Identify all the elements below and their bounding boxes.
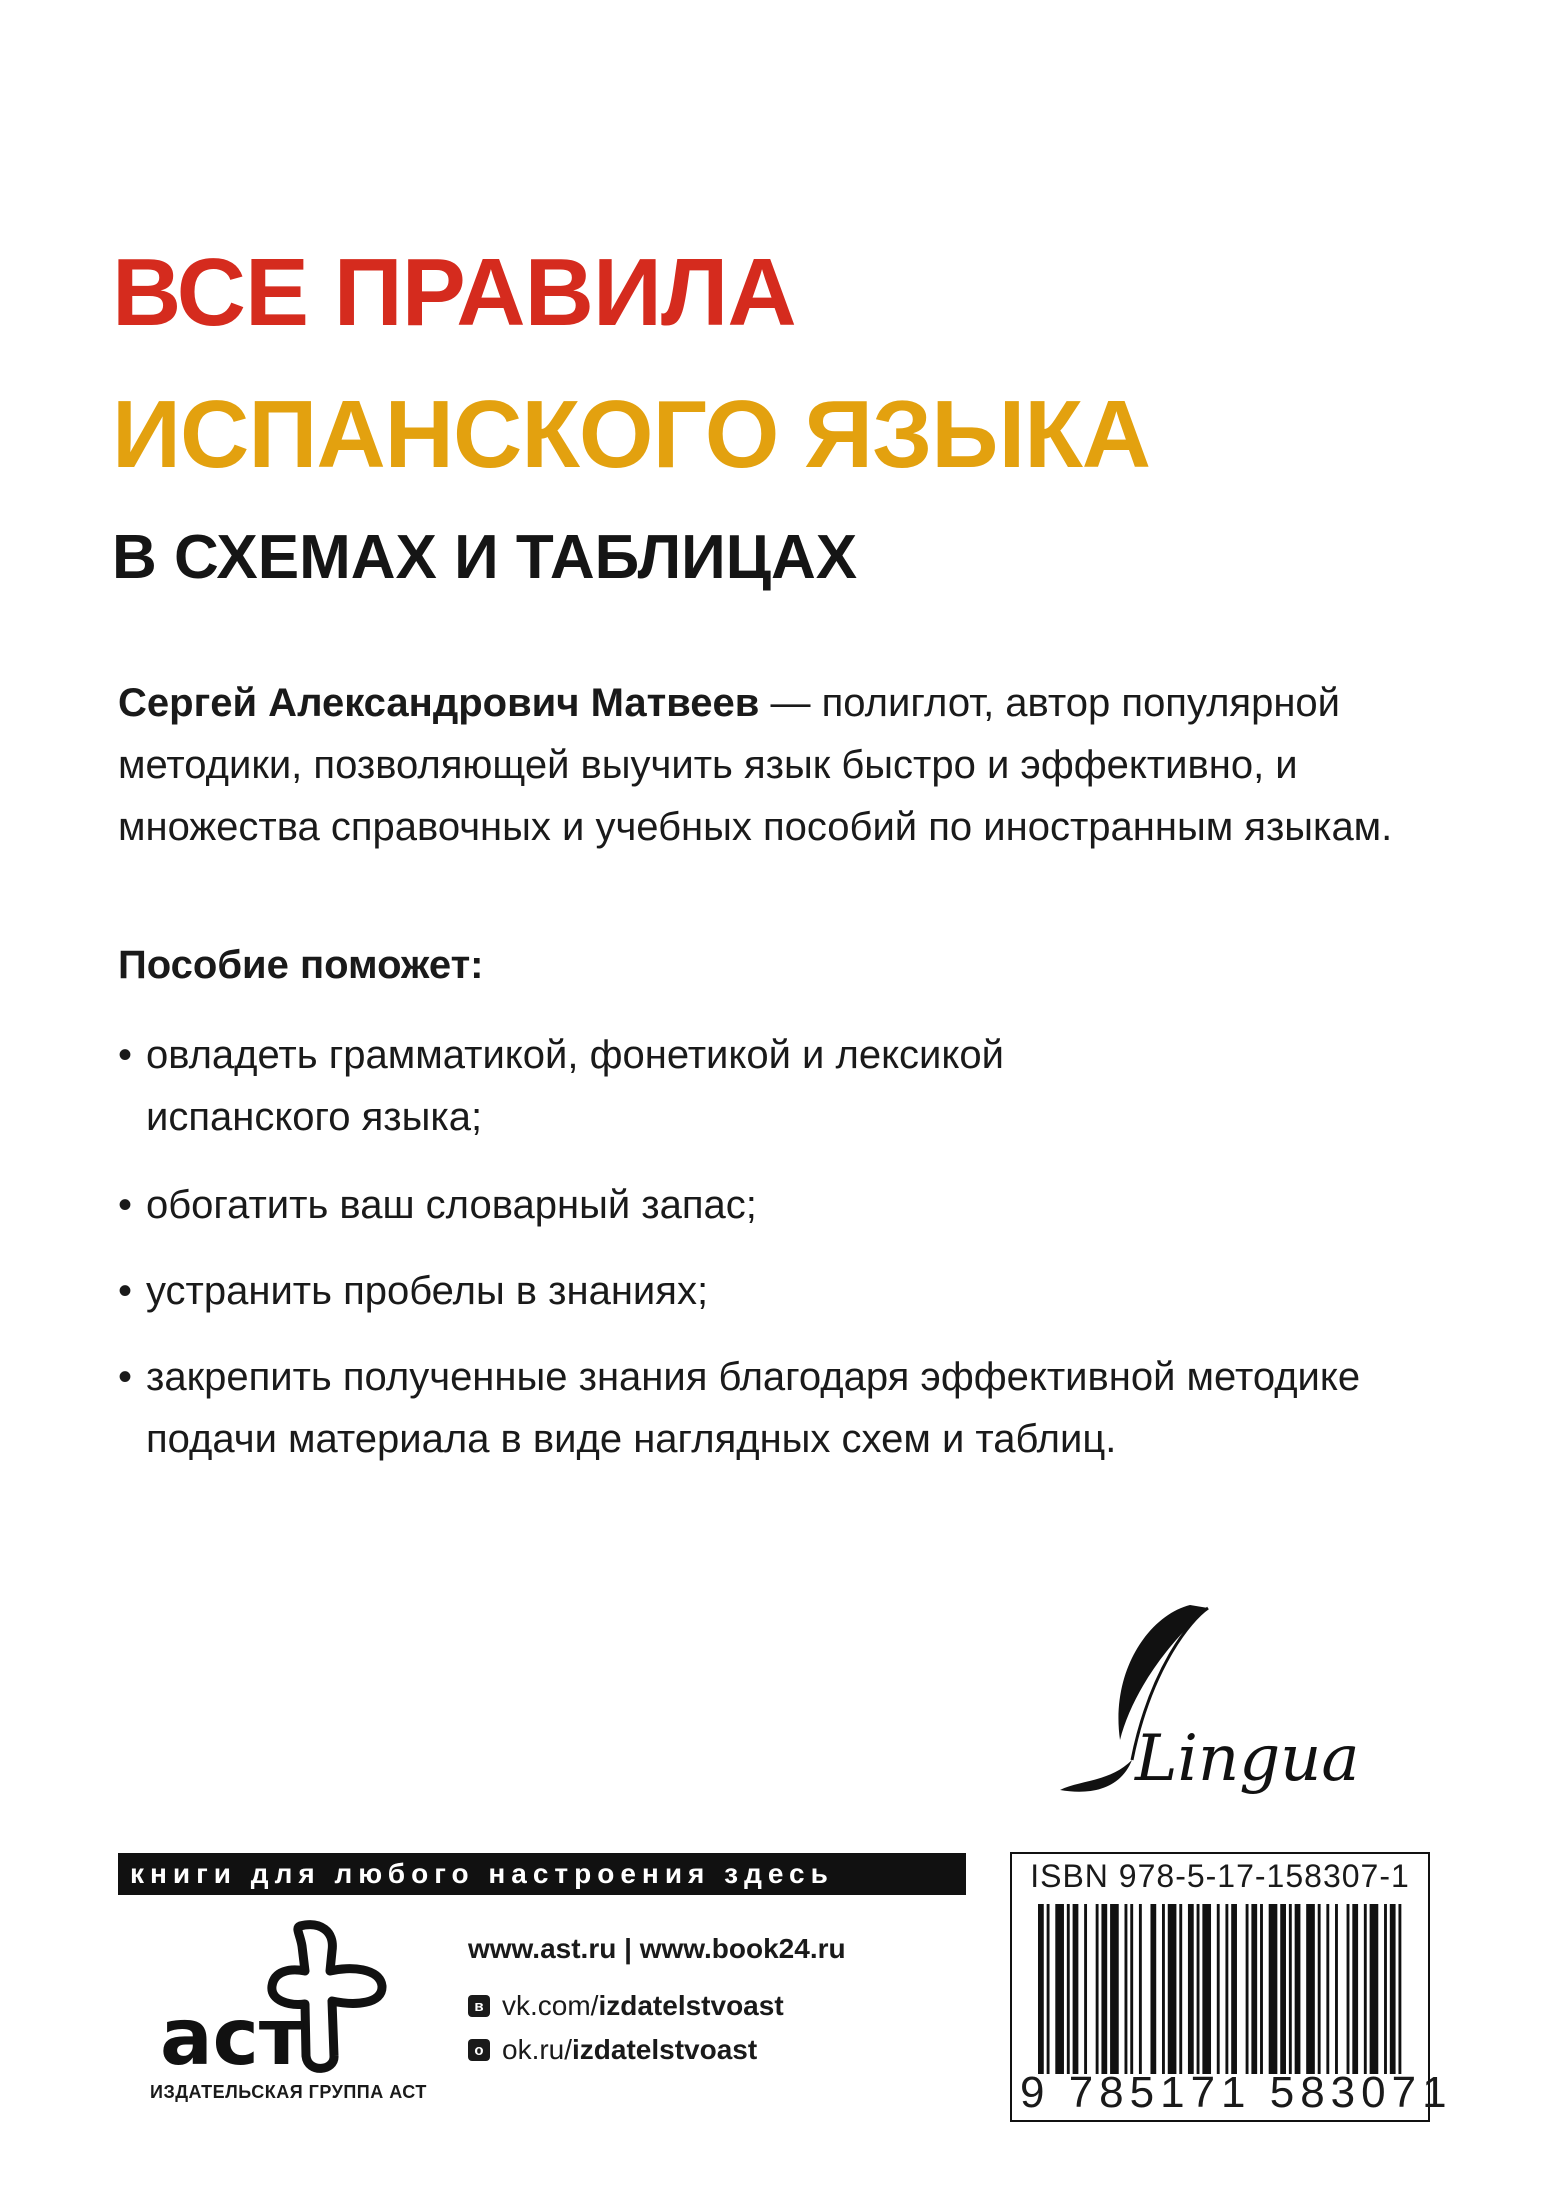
barcode-bar <box>1096 1904 1099 2074</box>
isbn-label: ISBN 978-5-17-158307-1 <box>1030 1858 1410 1894</box>
isbn-barcode <box>1010 1852 1453 2122</box>
barcode-bar <box>1110 1904 1119 2074</box>
benefit-item <box>118 1346 1448 1470</box>
barcode-bar <box>1217 1904 1220 2074</box>
barcode-bar <box>1150 1904 1156 2074</box>
lingua-logo <box>1040 1590 1370 1830</box>
ok-prefix: ok.ru/ <box>502 2034 573 2065</box>
barcode-bar <box>1280 1904 1286 2074</box>
barcode-bar <box>1162 1904 1165 2074</box>
title-line-2: ИСПАНСКОГО ЯЗЫКА <box>112 381 1151 488</box>
barcode-bar <box>1225 1904 1228 2074</box>
slogan-bar: книги для любого настроения здесь <box>118 1853 966 1895</box>
barcode-bar <box>1246 1904 1249 2074</box>
benefit-item <box>118 1260 1448 1322</box>
barcode-bar <box>1188 1904 1194 2074</box>
ok-icon: о <box>468 2039 490 2061</box>
vk-icon: в <box>468 1995 490 2017</box>
barcode-bar <box>1130 1904 1133 2074</box>
barcode-bar <box>1347 1904 1350 2074</box>
barcode-bar <box>1398 1904 1401 2074</box>
vk-handle: izdatelstvoast <box>598 1990 784 2021</box>
bullet: • <box>118 1269 133 1313</box>
helps-heading: Пособие поможет: <box>118 943 484 987</box>
title-line-1: ВСЕ ПРАВИЛА <box>112 239 796 346</box>
barcode-bar <box>1101 1904 1107 2074</box>
publisher-websites[interactable]: www.ast.ru | www.book24.ru <box>468 1933 846 1964</box>
ast-logo-text: аст <box>160 1993 305 2076</box>
benefit-item <box>118 1024 1448 1148</box>
benefit-text: овладеть грамматикой, фонетикой и лексикой испанского языка; <box>146 1033 1004 1139</box>
barcode-bar <box>1364 1904 1367 2074</box>
barcode-bar <box>1168 1904 1177 2074</box>
author-name: Сергей Александрович Матвеев <box>118 681 760 725</box>
barcode-bar <box>1231 1904 1237 2074</box>
ok-link[interactable] <box>468 2034 757 2066</box>
barcode-bar <box>1326 1904 1329 2074</box>
barcode-bar <box>1289 1904 1292 2074</box>
barcode-bar <box>1084 1904 1087 2074</box>
barcode-bar <box>1055 1904 1064 2074</box>
barcode-bar <box>1179 1904 1182 2074</box>
barcode-bar <box>1073 1904 1079 2074</box>
vk-link[interactable] <box>468 1990 784 2022</box>
barcode-bar <box>1067 1904 1070 2074</box>
publisher-caption: ИЗДАТЕЛЬСКАЯ ГРУППА АСТ <box>150 2082 427 2102</box>
isbn-digits: 9 785171 583071 <box>1020 2068 1453 2117</box>
bullet: • <box>118 1355 133 1399</box>
bullet: • <box>118 1033 133 1077</box>
benefit-text: закрепить полученные знания благодаря эффективной методике подачи материала в виде наглядных схем и таблиц. <box>146 1355 1361 1461</box>
barcode-bar <box>1038 1904 1044 2074</box>
barcode-bar <box>1139 1904 1142 2074</box>
vk-prefix: vk.com/ <box>502 1990 599 2021</box>
barcode-bar <box>1335 1904 1338 2074</box>
ok-handle: izdatelstvoast <box>572 2034 758 2065</box>
barcode-bar <box>1295 1904 1301 2074</box>
subtitle: В СХЕМАХ И ТАБЛИЦАХ <box>112 523 858 592</box>
author-intro <box>118 672 1438 858</box>
barcode-bar <box>1202 1904 1211 2074</box>
author-description: — полиглот, автор популярной методики, позволяющей выучить язык быстро и эффективно, и множества справочных и учебных пособий по иностранным языкам. <box>118 681 1393 849</box>
barcode-bar <box>1318 1904 1321 2074</box>
ast-logo <box>150 1916 400 2076</box>
barcode-bar <box>1260 1904 1263 2074</box>
barcode-bars <box>1038 1904 1410 2074</box>
barcode-bar <box>1125 1904 1128 2074</box>
benefit-text: устранить пробелы в знаниях; <box>146 1269 709 1313</box>
barcode-bar <box>1047 1904 1050 2074</box>
barcode-bar <box>1370 1904 1379 2074</box>
barcode-bar <box>1390 1904 1396 2074</box>
lingua-text: Lingua <box>1135 1722 1360 1796</box>
barcode-bar <box>1251 1904 1257 2074</box>
barcode-bar <box>1384 1904 1387 2074</box>
benefit-item <box>118 1174 1448 1236</box>
benefit-text: обогатить ваш словарный запас; <box>146 1183 757 1227</box>
barcode-bar <box>1197 1904 1200 2074</box>
barcode-bar <box>1269 1904 1278 2074</box>
barcode-bar <box>1306 1904 1315 2074</box>
bullet: • <box>118 1183 133 1227</box>
barcode-bar <box>1352 1904 1358 2074</box>
